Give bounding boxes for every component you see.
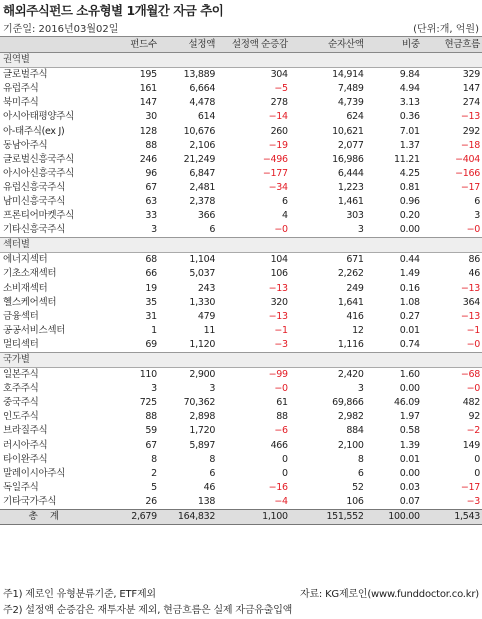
cell-cash-flow: 6 xyxy=(474,195,480,207)
header-change: 설정액 순증감 xyxy=(217,37,290,53)
cell-net-assets: 2,077 xyxy=(337,139,364,151)
table-row xyxy=(0,96,482,110)
row-name: 러시아주식 xyxy=(3,439,48,451)
table-row xyxy=(0,223,482,238)
cell-setup: 1,720 xyxy=(189,425,216,437)
cell-change: −0 xyxy=(274,224,288,236)
cell-setup: 1,330 xyxy=(189,296,216,308)
table-row xyxy=(0,282,482,296)
cell-funds: 67 xyxy=(145,181,157,193)
table-row xyxy=(0,195,482,209)
cell-net-assets: 4,739 xyxy=(337,97,364,109)
cell-weight: 0.20 xyxy=(399,210,420,222)
cell-change: 260 xyxy=(270,125,288,137)
cell-funds: 147 xyxy=(139,97,157,109)
section-header xyxy=(0,352,482,367)
cell-funds: 67 xyxy=(145,439,157,451)
cell-setup: 5,897 xyxy=(189,439,216,451)
row-name: 아-태주식(ex J) xyxy=(3,125,65,137)
cell-change: −14 xyxy=(268,111,288,123)
cell-cash-flow: 3 xyxy=(474,210,480,222)
table-row xyxy=(0,124,482,138)
cell-funds: 195 xyxy=(139,69,157,81)
cell-weight: 0.16 xyxy=(399,282,420,294)
cell-funds: 96 xyxy=(145,167,157,179)
cell-funds: 35 xyxy=(145,296,157,308)
cell-change: −34 xyxy=(268,181,288,193)
cell-setup: 6 xyxy=(209,224,216,236)
cell-funds: 88 xyxy=(145,139,157,151)
header-funds: 펀드수 xyxy=(99,37,159,53)
cell-net-assets: 416 xyxy=(346,310,364,322)
cell-weight: 1.60 xyxy=(399,369,420,381)
cell-funds: 8 xyxy=(151,453,157,465)
cell-net-assets: 1,116 xyxy=(337,338,364,350)
row-name: 동남아주식 xyxy=(3,139,48,151)
section-header xyxy=(0,238,482,253)
section-label: 섹터별 xyxy=(0,238,482,253)
total-change: 1,100 xyxy=(217,510,290,525)
section-label: 국가별 xyxy=(0,352,482,367)
table-row xyxy=(0,68,482,83)
row-name: 에너지섹터 xyxy=(3,254,48,266)
cell-net-assets: 6 xyxy=(357,467,364,479)
total-label: 총계 xyxy=(0,510,99,525)
total-weight: 100.00 xyxy=(366,510,422,525)
cell-funds: 725 xyxy=(139,397,157,409)
total-row xyxy=(0,510,482,525)
header-net-assets: 순자산액 xyxy=(290,37,366,53)
cell-change: 0 xyxy=(282,467,288,479)
cell-weight: 1.08 xyxy=(399,296,420,308)
cell-cash-flow: 92 xyxy=(468,411,480,423)
header-setup: 설정액 xyxy=(159,37,217,53)
cell-funds: 110 xyxy=(139,369,157,381)
fund-flow-table xyxy=(0,36,482,525)
table-row xyxy=(0,467,482,481)
row-name: 타이완주식 xyxy=(3,453,48,465)
cell-funds: 5 xyxy=(151,481,157,493)
cell-change: −177 xyxy=(262,167,288,179)
row-name: 멀티섹터 xyxy=(3,338,39,350)
cell-setup: 70,362 xyxy=(183,397,216,409)
cell-setup: 11 xyxy=(203,324,216,336)
cell-net-assets: 3 xyxy=(357,224,364,236)
cell-net-assets: 2,420 xyxy=(337,369,364,381)
cell-weight: 0.96 xyxy=(399,195,420,207)
cell-weight: 3.13 xyxy=(399,97,420,109)
cell-net-assets: 3 xyxy=(357,383,364,395)
cell-setup: 10,676 xyxy=(183,125,216,137)
cell-change: 0 xyxy=(282,453,288,465)
cell-setup: 1,104 xyxy=(189,254,216,266)
cell-funds: 161 xyxy=(139,83,157,95)
cell-change: 4 xyxy=(282,210,288,222)
row-name: 소비재섹터 xyxy=(3,282,48,294)
cell-setup: 5,037 xyxy=(189,268,216,280)
cell-net-assets: 6,444 xyxy=(337,167,364,179)
table-row xyxy=(0,253,482,268)
cell-weight: 1.97 xyxy=(399,411,420,423)
cell-setup: 479 xyxy=(197,310,216,322)
row-name: 글로벌주식 xyxy=(3,69,48,81)
cell-setup: 1,120 xyxy=(189,338,216,350)
header-weight: 비중 xyxy=(366,37,422,53)
cell-net-assets: 624 xyxy=(346,111,364,123)
cell-setup: 2,106 xyxy=(189,139,216,151)
cell-change: −6 xyxy=(274,425,288,437)
row-name: 인도주식 xyxy=(3,411,39,423)
cell-setup: 3 xyxy=(209,383,216,395)
cell-cash-flow: −18 xyxy=(460,139,480,151)
row-name: 아시아태평양주식 xyxy=(3,111,75,123)
cell-change: −13 xyxy=(268,282,288,294)
cell-cash-flow: −17 xyxy=(460,181,480,193)
cell-setup: 6 xyxy=(209,467,216,479)
cell-change: 104 xyxy=(270,254,288,266)
cell-funds: 33 xyxy=(145,210,157,222)
header-row xyxy=(0,37,482,53)
table-body xyxy=(0,53,482,525)
table-row xyxy=(0,267,482,281)
cell-cash-flow: −13 xyxy=(460,310,480,322)
cell-change: −13 xyxy=(268,310,288,322)
row-name: 기초소재섹터 xyxy=(3,268,57,280)
table-row xyxy=(0,139,482,153)
cell-net-assets: 69,866 xyxy=(332,397,364,409)
cell-cash-flow: 274 xyxy=(462,97,480,109)
cell-setup: 6,664 xyxy=(189,83,216,95)
cell-funds: 3 xyxy=(151,383,157,395)
cell-cash-flow: −0 xyxy=(466,338,480,350)
cell-weight: 4.25 xyxy=(399,167,420,179)
cell-net-assets: 2,982 xyxy=(337,411,364,423)
row-name: 유럽주식 xyxy=(3,83,39,95)
cell-change: 106 xyxy=(270,268,288,280)
cell-weight: 0.74 xyxy=(399,338,420,350)
cell-change: 6 xyxy=(282,195,288,207)
cell-funds: 19 xyxy=(145,282,157,294)
cell-change: −5 xyxy=(274,83,288,95)
note-1: 주1) 제로인 유형분류기준, ETF제외 xyxy=(3,589,156,600)
row-name: 글로벌신흥국주식 xyxy=(3,153,75,165)
table-row xyxy=(0,338,482,353)
cell-weight: 0.00 xyxy=(399,383,420,395)
section-label: 권역별 xyxy=(0,53,482,68)
cell-change: −3 xyxy=(274,338,288,350)
table-row xyxy=(0,181,482,195)
cell-change: 304 xyxy=(270,69,288,81)
row-name: 말레이시아주식 xyxy=(3,467,66,479)
total-funds: 2,679 xyxy=(99,510,159,525)
cell-setup: 46 xyxy=(203,481,216,493)
row-name: 헬스케어섹터 xyxy=(3,296,57,308)
table-row xyxy=(0,296,482,310)
cell-weight: 0.27 xyxy=(399,310,420,322)
cell-net-assets: 16,986 xyxy=(332,153,364,165)
row-name: 호주주식 xyxy=(3,383,39,395)
cell-change: −16 xyxy=(268,481,288,493)
row-name: 독일주식 xyxy=(3,481,39,493)
base-date: 기준일: 2016년03월02일 xyxy=(3,24,119,35)
row-name: 기타신흥국주식 xyxy=(3,224,66,236)
cell-cash-flow: −2 xyxy=(466,425,480,437)
cell-funds: 88 xyxy=(145,411,157,423)
cell-funds: 68 xyxy=(145,254,157,266)
cell-weight: 0.36 xyxy=(399,111,420,123)
cell-cash-flow: −404 xyxy=(455,153,480,165)
cell-change: 320 xyxy=(270,296,288,308)
cell-cash-flow: 147 xyxy=(462,83,480,95)
table-row xyxy=(0,82,482,96)
cell-cash-flow: −166 xyxy=(455,167,480,179)
row-name: 남미신흥국주식 xyxy=(3,195,66,207)
cell-change: −99 xyxy=(268,369,288,381)
row-name: 북미주식 xyxy=(3,97,39,109)
table-row xyxy=(0,368,482,383)
cell-weight: 0.81 xyxy=(399,181,420,193)
cell-funds: 246 xyxy=(139,153,157,165)
table-row xyxy=(0,324,482,338)
cell-setup: 2,898 xyxy=(189,411,216,423)
cell-weight: 0.01 xyxy=(399,324,420,336)
cell-cash-flow: 149 xyxy=(462,439,480,451)
cell-cash-flow: −0 xyxy=(466,383,480,395)
table-row xyxy=(0,310,482,324)
cell-net-assets: 52 xyxy=(352,481,364,493)
cell-net-assets: 2,262 xyxy=(337,268,364,280)
cell-funds: 1 xyxy=(151,324,157,336)
cell-funds: 31 xyxy=(145,310,157,322)
cell-funds: 63 xyxy=(145,195,157,207)
cell-setup: 2,481 xyxy=(189,181,216,193)
section-header xyxy=(0,53,482,68)
cell-weight: 11.21 xyxy=(394,153,420,165)
row-name: 브라질주식 xyxy=(3,425,48,437)
table-row xyxy=(0,481,482,495)
cell-weight: 0.44 xyxy=(399,254,420,266)
cell-setup: 138 xyxy=(197,495,216,507)
cell-net-assets: 106 xyxy=(346,495,364,507)
cell-cash-flow: 329 xyxy=(462,69,480,81)
cell-cash-flow: 364 xyxy=(462,296,480,308)
cell-setup: 2,900 xyxy=(189,369,216,381)
row-name: 금융섹터 xyxy=(3,310,39,322)
table-row xyxy=(0,209,482,223)
cell-change: 61 xyxy=(276,397,288,409)
cell-funds: 2 xyxy=(151,467,157,479)
cell-change: 88 xyxy=(276,411,288,423)
cell-net-assets: 10,621 xyxy=(332,125,364,137)
row-name: 아시아신흥국주식 xyxy=(3,167,75,179)
total-net-assets: 151,552 xyxy=(290,510,366,525)
cell-weight: 0.01 xyxy=(399,453,420,465)
cell-weight: 0.58 xyxy=(399,425,420,437)
cell-weight: 0.00 xyxy=(399,224,420,236)
row-name: 기타국가주식 xyxy=(3,495,57,507)
header-category xyxy=(0,37,99,53)
cell-net-assets: 884 xyxy=(346,425,364,437)
row-name: 중국주식 xyxy=(3,397,39,409)
cell-cash-flow: 482 xyxy=(462,397,480,409)
cell-funds: 30 xyxy=(145,111,157,123)
cell-funds: 66 xyxy=(145,268,157,280)
cell-setup: 2,378 xyxy=(189,195,216,207)
cell-weight: 0.03 xyxy=(399,481,420,493)
cell-setup: 4,478 xyxy=(189,97,216,109)
unit-label: (단위:개, 억원) xyxy=(413,24,479,35)
table-row xyxy=(0,396,482,410)
cell-cash-flow: −3 xyxy=(466,495,480,507)
cell-cash-flow: 86 xyxy=(468,254,480,266)
cell-net-assets: 8 xyxy=(357,453,364,465)
cell-funds: 128 xyxy=(139,125,157,137)
row-name: 프론티어마켓주식 xyxy=(3,210,75,222)
page-title: 해외주식펀드 소유형별 1개월간 자금 추이 xyxy=(3,3,224,18)
table-row xyxy=(0,110,482,124)
cell-cash-flow: 0 xyxy=(474,453,480,465)
cell-setup: 6,847 xyxy=(189,167,216,179)
table-row xyxy=(0,439,482,453)
cell-setup: 614 xyxy=(197,111,216,123)
cell-weight: 7.01 xyxy=(399,125,420,137)
cell-funds: 59 xyxy=(145,425,157,437)
cell-weight: 1.49 xyxy=(399,268,420,280)
cell-cash-flow: −17 xyxy=(460,481,480,493)
table-row xyxy=(0,382,482,396)
row-name: 유럽신흥국주식 xyxy=(3,181,66,193)
cell-net-assets: 1,641 xyxy=(337,296,364,308)
cell-net-assets: 249 xyxy=(346,282,364,294)
cell-cash-flow: −0 xyxy=(466,224,480,236)
cell-change: −4 xyxy=(274,495,288,507)
cell-net-assets: 12 xyxy=(352,324,364,336)
cell-weight: 0.00 xyxy=(399,467,420,479)
cell-cash-flow: −13 xyxy=(460,111,480,123)
note-row-1 xyxy=(3,585,479,600)
table-row xyxy=(0,153,482,167)
cell-weight: 4.94 xyxy=(399,83,420,95)
cell-change: −1 xyxy=(274,324,288,336)
cell-change: 278 xyxy=(270,97,288,109)
cell-cash-flow: −1 xyxy=(466,324,480,336)
cell-setup: 8 xyxy=(209,453,216,465)
cell-weight: 1.37 xyxy=(399,139,420,151)
cell-net-assets: 14,914 xyxy=(332,69,364,81)
cell-setup: 13,889 xyxy=(183,69,216,81)
cell-funds: 69 xyxy=(145,338,157,350)
cell-cash-flow: 46 xyxy=(468,268,480,280)
cell-cash-flow: 0 xyxy=(474,467,480,479)
note-2: 주2) 설정액 순증감은 재투자분 제외, 현금흐름은 실제 자금유출입액 xyxy=(3,605,293,616)
cell-cash-flow: −13 xyxy=(460,282,480,294)
row-name: 일본주식 xyxy=(3,369,39,381)
cell-net-assets: 303 xyxy=(346,210,364,222)
cell-setup: 243 xyxy=(197,282,216,294)
cell-cash-flow: −68 xyxy=(460,369,480,381)
cell-weight: 46.09 xyxy=(394,397,420,409)
cell-funds: 3 xyxy=(151,224,157,236)
source-note: 자료: KG제로인(www.funddoctor.co.kr) xyxy=(300,589,479,600)
cell-setup: 21,249 xyxy=(183,153,216,165)
cell-change: 466 xyxy=(270,439,288,451)
cell-weight: 9.84 xyxy=(399,69,420,81)
table-row xyxy=(0,424,482,438)
table-row xyxy=(0,167,482,181)
cell-weight: 0.07 xyxy=(399,495,420,507)
cell-net-assets: 1,223 xyxy=(337,181,364,193)
cell-setup: 366 xyxy=(197,210,216,222)
cell-net-assets: 7,489 xyxy=(337,83,364,95)
table-row xyxy=(0,453,482,467)
cell-net-assets: 671 xyxy=(346,254,364,266)
row-name: 공공서비스섹터 xyxy=(3,324,66,336)
cell-weight: 1.39 xyxy=(399,439,420,451)
cell-cash-flow: 292 xyxy=(462,125,480,137)
cell-change: −19 xyxy=(268,139,288,151)
cell-net-assets: 2,100 xyxy=(337,439,364,451)
cell-funds: 26 xyxy=(145,495,157,507)
total-cash-flow: 1,543 xyxy=(422,510,482,525)
total-setup: 164,832 xyxy=(159,510,217,525)
cell-change: −496 xyxy=(262,153,288,165)
table-row xyxy=(0,495,482,510)
cell-net-assets: 1,461 xyxy=(337,195,364,207)
header-cash-flow: 현금흐름 xyxy=(422,37,482,53)
table-row xyxy=(0,410,482,424)
cell-change: −0 xyxy=(274,383,288,395)
